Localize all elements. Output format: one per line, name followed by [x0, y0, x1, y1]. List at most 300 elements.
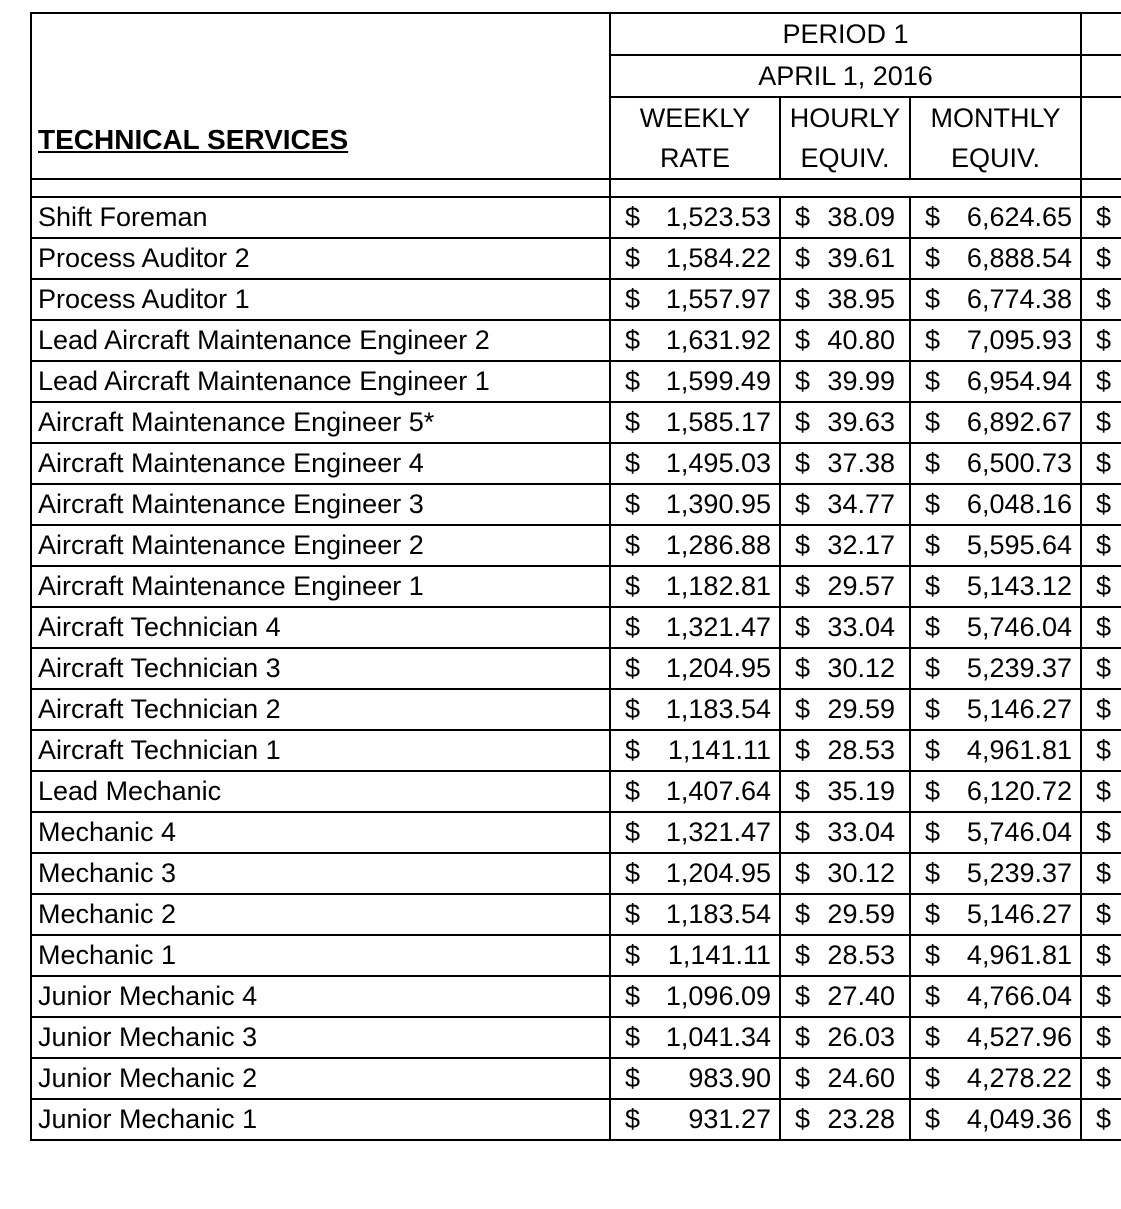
table-row — [31, 566, 1121, 607]
hourly-equiv: 38.09 — [827, 202, 895, 232]
currency-symbol: $ — [795, 325, 811, 355]
monthly-header-line2: EQUIV. — [910, 138, 1081, 179]
weekly-rate-cell — [610, 197, 780, 238]
job-title: Junior Mechanic 3 — [31, 1017, 610, 1058]
currency-symbol: $ — [625, 776, 641, 806]
next-period-cut-cell — [1081, 689, 1121, 730]
table-row — [31, 689, 1121, 730]
hourly-equiv: 34.77 — [827, 489, 895, 519]
next-period-cut-cell — [1081, 730, 1121, 771]
hourly-equiv-cell — [780, 730, 910, 771]
next-period-cut-cell — [1081, 361, 1121, 402]
job-title: Mechanic 3 — [31, 853, 610, 894]
hourly-equiv-cell — [780, 238, 910, 279]
monthly-equiv: 6,120.72 — [966, 776, 1073, 806]
weekly-rate-cell — [610, 443, 780, 484]
currency-symbol: $ — [925, 1104, 941, 1134]
table-row — [31, 361, 1121, 402]
table-row — [31, 648, 1121, 689]
job-title: Junior Mechanic 2 — [31, 1058, 610, 1099]
hourly-equiv: 33.04 — [827, 817, 895, 847]
currency-symbol: $ — [1096, 817, 1112, 847]
weekly-rate-cell — [610, 935, 780, 976]
currency-symbol: $ — [925, 325, 941, 355]
currency-symbol: $ — [625, 1063, 641, 1093]
weekly-rate: 983.90 — [688, 1063, 771, 1093]
currency-symbol: $ — [795, 284, 811, 314]
job-title: Process Auditor 2 — [31, 238, 610, 279]
currency-symbol: $ — [1096, 325, 1112, 355]
currency-symbol: $ — [625, 202, 641, 232]
job-title: Aircraft Technician 4 — [31, 607, 610, 648]
next-col-stub — [1081, 97, 1121, 138]
hourly-equiv: 29.59 — [827, 694, 895, 724]
table-row — [31, 1099, 1121, 1140]
weekly-rate-cell — [610, 238, 780, 279]
job-title: Mechanic 2 — [31, 894, 610, 935]
next-period-cut-cell — [1081, 566, 1121, 607]
hourly-equiv-cell — [780, 935, 910, 976]
currency-symbol: $ — [795, 776, 811, 806]
monthly-equiv-cell — [910, 812, 1081, 853]
job-title: Aircraft Technician 3 — [31, 648, 610, 689]
hourly-equiv-cell — [780, 607, 910, 648]
next-period-cut-cell — [1081, 853, 1121, 894]
monthly-equiv-cell — [910, 197, 1081, 238]
monthly-equiv-cell — [910, 320, 1081, 361]
next-period-cut-cell — [1081, 402, 1121, 443]
job-title: Aircraft Technician 1 — [31, 730, 610, 771]
monthly-equiv-cell — [910, 238, 1081, 279]
next-period-cut-cell — [1081, 320, 1121, 361]
job-title: Aircraft Maintenance Engineer 4 — [31, 443, 610, 484]
currency-symbol: $ — [1096, 776, 1112, 806]
table-row — [31, 443, 1121, 484]
weekly-rate-cell — [610, 689, 780, 730]
weekly-rate-cell — [610, 648, 780, 689]
next-period-cut-cell — [1081, 1058, 1121, 1099]
spacer-cell — [31, 179, 610, 197]
next-period-cut-cell — [1081, 935, 1121, 976]
currency-symbol: $ — [625, 694, 641, 724]
currency-symbol: $ — [795, 202, 811, 232]
weekly-rate: 1,557.97 — [665, 284, 771, 314]
header-spacer-row — [31, 179, 1121, 197]
monthly-equiv: 5,239.37 — [966, 858, 1073, 888]
table-row — [31, 976, 1121, 1017]
currency-symbol: $ — [795, 243, 811, 273]
monthly-equiv-cell — [910, 1058, 1081, 1099]
hourly-equiv: 29.59 — [827, 899, 895, 929]
monthly-equiv: 6,954.94 — [966, 366, 1073, 396]
weekly-rate: 1,599.49 — [665, 366, 771, 396]
weekly-rate-cell — [610, 853, 780, 894]
currency-symbol: $ — [925, 981, 941, 1011]
hourly-equiv: 33.04 — [827, 612, 895, 642]
currency-symbol: $ — [1096, 1104, 1112, 1134]
hourly-equiv-cell — [780, 689, 910, 730]
next-period-cut-cell — [1081, 525, 1121, 566]
weekly-rate: 1,141.11 — [667, 735, 771, 765]
currency-symbol: $ — [625, 571, 641, 601]
hourly-equiv: 40.80 — [827, 325, 895, 355]
hourly-equiv: 39.99 — [827, 366, 895, 396]
currency-symbol: $ — [925, 776, 941, 806]
hourly-equiv: 28.53 — [827, 735, 895, 765]
currency-symbol: $ — [925, 448, 941, 478]
hourly-equiv-cell — [780, 771, 910, 812]
weekly-rate-cell — [610, 607, 780, 648]
currency-symbol: $ — [625, 530, 641, 560]
monthly-equiv-cell — [910, 894, 1081, 935]
weekly-rate: 1,286.88 — [665, 530, 771, 560]
currency-symbol: $ — [925, 571, 941, 601]
hourly-header-line1: HOURLY — [780, 97, 910, 138]
table-row — [31, 935, 1121, 976]
weekly-rate: 1,584.22 — [665, 243, 771, 273]
table-row — [31, 812, 1121, 853]
hourly-equiv-cell — [780, 1058, 910, 1099]
currency-symbol: $ — [925, 530, 941, 560]
monthly-equiv-cell — [910, 1099, 1081, 1140]
currency-symbol: $ — [795, 448, 811, 478]
job-title: Aircraft Maintenance Engineer 1 — [31, 566, 610, 607]
hourly-equiv: 24.60 — [827, 1063, 895, 1093]
weekly-rate-cell — [610, 1099, 780, 1140]
monthly-equiv: 5,143.12 — [966, 571, 1073, 601]
weekly-rate-cell — [610, 320, 780, 361]
currency-symbol: $ — [1096, 1063, 1112, 1093]
currency-symbol: $ — [1096, 571, 1112, 601]
currency-symbol: $ — [795, 858, 811, 888]
table-row — [31, 279, 1121, 320]
table-row — [31, 484, 1121, 525]
weekly-rate-cell — [610, 976, 780, 1017]
currency-symbol: $ — [625, 981, 641, 1011]
hourly-equiv: 23.28 — [827, 1104, 895, 1134]
weekly-rate-cell — [610, 771, 780, 812]
currency-symbol: $ — [1096, 899, 1112, 929]
monthly-equiv-cell — [910, 976, 1081, 1017]
hourly-equiv-cell — [780, 812, 910, 853]
currency-symbol: $ — [625, 858, 641, 888]
currency-symbol: $ — [795, 612, 811, 642]
weekly-rate: 1,523.53 — [665, 202, 771, 232]
next-period-cut-cell — [1081, 279, 1121, 320]
hourly-equiv: 39.61 — [827, 243, 895, 273]
next-period-cut-cell — [1081, 771, 1121, 812]
currency-symbol: $ — [625, 325, 641, 355]
currency-symbol: $ — [1096, 202, 1112, 232]
currency-symbol: $ — [625, 940, 641, 970]
table-row — [31, 402, 1121, 443]
monthly-equiv: 5,746.04 — [966, 612, 1073, 642]
currency-symbol: $ — [1096, 981, 1112, 1011]
currency-symbol: $ — [795, 735, 811, 765]
weekly-rate-cell — [610, 894, 780, 935]
weekly-rate-cell — [610, 402, 780, 443]
currency-symbol: $ — [795, 366, 811, 396]
table-row — [31, 197, 1121, 238]
currency-symbol: $ — [925, 407, 941, 437]
monthly-equiv-cell — [910, 361, 1081, 402]
hourly-equiv: 26.03 — [827, 1022, 895, 1052]
hourly-equiv-cell — [780, 894, 910, 935]
weekly-rate-cell — [610, 361, 780, 402]
currency-symbol: $ — [625, 366, 641, 396]
weekly-rate: 1,631.92 — [665, 325, 771, 355]
hourly-equiv: 27.40 — [827, 981, 895, 1011]
monthly-equiv: 4,961.81 — [966, 735, 1073, 765]
hourly-header-line2: EQUIV. — [780, 138, 910, 179]
weekly-rate: 1,390.95 — [665, 489, 771, 519]
hourly-equiv-cell — [780, 1099, 910, 1140]
currency-symbol: $ — [795, 571, 811, 601]
next-period-cut-cell — [1081, 607, 1121, 648]
job-title: Process Auditor 1 — [31, 279, 610, 320]
weekly-rate-cell — [610, 484, 780, 525]
hourly-equiv-cell — [780, 525, 910, 566]
currency-symbol: $ — [625, 653, 641, 683]
monthly-equiv-cell — [910, 566, 1081, 607]
currency-symbol: $ — [795, 899, 811, 929]
section-title: TECHNICAL SERVICES — [38, 124, 349, 155]
currency-symbol: $ — [625, 448, 641, 478]
weekly-rate: 1,182.81 — [665, 571, 771, 601]
currency-symbol: $ — [795, 489, 811, 519]
hourly-equiv: 29.57 — [827, 571, 895, 601]
monthly-equiv: 4,766.04 — [966, 981, 1073, 1011]
currency-symbol: $ — [925, 1063, 941, 1093]
monthly-equiv: 5,746.04 — [966, 817, 1073, 847]
period-label: PERIOD 1 — [610, 13, 1081, 55]
currency-symbol: $ — [625, 407, 641, 437]
hourly-equiv: 37.38 — [827, 448, 895, 478]
monthly-equiv-cell — [910, 853, 1081, 894]
monthly-equiv: 4,961.81 — [966, 940, 1073, 970]
weekly-rate-cell — [610, 566, 780, 607]
monthly-equiv: 4,527.96 — [966, 1022, 1073, 1052]
hourly-equiv: 39.63 — [827, 407, 895, 437]
job-title: Lead Aircraft Maintenance Engineer 2 — [31, 320, 610, 361]
currency-symbol: $ — [1096, 653, 1112, 683]
currency-symbol: $ — [795, 817, 811, 847]
weekly-header-line2: RATE — [610, 138, 780, 179]
weekly-rate-cell — [610, 1058, 780, 1099]
next-col-stub-2 — [1081, 138, 1121, 179]
wage-table-sheet — [30, 12, 1120, 1141]
monthly-equiv-cell — [910, 279, 1081, 320]
currency-symbol: $ — [1096, 940, 1112, 970]
weekly-header-line1: WEEKLY — [610, 97, 780, 138]
currency-symbol: $ — [795, 1063, 811, 1093]
currency-symbol: $ — [625, 817, 641, 847]
table-row — [31, 525, 1121, 566]
currency-symbol: $ — [1096, 530, 1112, 560]
currency-symbol: $ — [625, 489, 641, 519]
currency-symbol: $ — [925, 817, 941, 847]
table-row — [31, 1017, 1121, 1058]
next-period-cut-cell — [1081, 648, 1121, 689]
currency-symbol: $ — [925, 202, 941, 232]
currency-symbol: $ — [925, 940, 941, 970]
table-row — [31, 320, 1121, 361]
currency-symbol: $ — [1096, 735, 1112, 765]
currency-symbol: $ — [925, 366, 941, 396]
job-title: Mechanic 1 — [31, 935, 610, 976]
table-row — [31, 894, 1121, 935]
monthly-equiv: 4,278.22 — [966, 1063, 1073, 1093]
currency-symbol: $ — [625, 1104, 641, 1134]
next-period-cut-cell — [1081, 976, 1121, 1017]
currency-symbol: $ — [795, 940, 811, 970]
currency-symbol: $ — [1096, 407, 1112, 437]
hourly-equiv: 30.12 — [827, 858, 895, 888]
next-period-cut-cell — [1081, 443, 1121, 484]
hourly-equiv-cell — [780, 853, 910, 894]
hourly-equiv: 30.12 — [827, 653, 895, 683]
weekly-rate: 1,183.54 — [665, 899, 771, 929]
currency-symbol: $ — [795, 694, 811, 724]
job-title: Aircraft Maintenance Engineer 3 — [31, 484, 610, 525]
monthly-equiv: 5,146.27 — [966, 899, 1073, 929]
monthly-header-line1: MONTHLY — [910, 97, 1081, 138]
hourly-equiv-cell — [780, 648, 910, 689]
currency-symbol: $ — [925, 735, 941, 765]
next-period-cut-cell — [1081, 197, 1121, 238]
hourly-equiv-cell — [780, 443, 910, 484]
job-title: Junior Mechanic 4 — [31, 976, 610, 1017]
currency-symbol: $ — [1096, 694, 1112, 724]
period-date: APRIL 1, 2016 — [610, 55, 1081, 97]
monthly-equiv-cell — [910, 443, 1081, 484]
currency-symbol: $ — [925, 858, 941, 888]
currency-symbol: $ — [795, 1022, 811, 1052]
table-row — [31, 1058, 1121, 1099]
currency-symbol: $ — [795, 530, 811, 560]
weekly-rate: 1,204.95 — [665, 858, 771, 888]
job-title: Aircraft Maintenance Engineer 2 — [31, 525, 610, 566]
monthly-equiv: 7,095.93 — [966, 325, 1073, 355]
currency-symbol: $ — [1096, 858, 1112, 888]
section-title-cell — [31, 13, 610, 179]
weekly-rate: 1,321.47 — [665, 612, 771, 642]
table-row — [31, 607, 1121, 648]
currency-symbol: $ — [925, 612, 941, 642]
currency-symbol: $ — [625, 284, 641, 314]
currency-symbol: $ — [795, 1104, 811, 1134]
currency-symbol: $ — [625, 735, 641, 765]
next-period-cut-cell — [1081, 812, 1121, 853]
currency-symbol: $ — [925, 1022, 941, 1052]
hourly-equiv-cell — [780, 566, 910, 607]
currency-symbol: $ — [795, 653, 811, 683]
currency-symbol: $ — [1096, 1022, 1112, 1052]
monthly-equiv-cell — [910, 525, 1081, 566]
weekly-rate: 1,204.95 — [665, 653, 771, 683]
monthly-equiv: 6,624.65 — [966, 202, 1073, 232]
weekly-rate-cell — [610, 730, 780, 771]
next-period-cut-cell — [1081, 484, 1121, 525]
hourly-equiv-cell — [780, 197, 910, 238]
hourly-equiv-cell — [780, 361, 910, 402]
weekly-rate: 1,321.47 — [665, 817, 771, 847]
monthly-equiv: 5,239.37 — [966, 653, 1073, 683]
monthly-equiv: 5,146.27 — [966, 694, 1073, 724]
monthly-equiv-cell — [910, 1017, 1081, 1058]
currency-symbol: $ — [1096, 284, 1112, 314]
currency-symbol: $ — [625, 612, 641, 642]
weekly-rate-cell — [610, 812, 780, 853]
monthly-equiv-cell — [910, 402, 1081, 443]
currency-symbol: $ — [925, 243, 941, 273]
next-period-cut-cell — [1081, 1017, 1121, 1058]
weekly-rate: 1,183.54 — [665, 694, 771, 724]
monthly-equiv-cell — [910, 689, 1081, 730]
next-date-stub — [1081, 55, 1121, 97]
monthly-equiv-cell — [910, 771, 1081, 812]
table-row — [31, 853, 1121, 894]
currency-symbol: $ — [795, 407, 811, 437]
job-title: Lead Aircraft Maintenance Engineer 1 — [31, 361, 610, 402]
hourly-equiv-cell — [780, 976, 910, 1017]
currency-symbol: $ — [795, 981, 811, 1011]
hourly-equiv-cell — [780, 1017, 910, 1058]
hourly-equiv: 28.53 — [827, 940, 895, 970]
monthly-equiv: 6,774.38 — [966, 284, 1073, 314]
hourly-equiv-cell — [780, 402, 910, 443]
hourly-equiv-cell — [780, 320, 910, 361]
weekly-rate: 1,495.03 — [665, 448, 771, 478]
monthly-equiv-cell — [910, 935, 1081, 976]
currency-symbol: $ — [1096, 489, 1112, 519]
currency-symbol: $ — [1096, 366, 1112, 396]
currency-symbol: $ — [925, 653, 941, 683]
monthly-equiv-cell — [910, 607, 1081, 648]
job-title: Shift Foreman — [31, 197, 610, 238]
job-title: Mechanic 4 — [31, 812, 610, 853]
monthly-equiv-cell — [910, 648, 1081, 689]
weekly-rate: 1,096.09 — [665, 981, 771, 1011]
next-period-stub — [1081, 13, 1121, 55]
job-title: Aircraft Technician 2 — [31, 689, 610, 730]
weekly-rate-cell — [610, 525, 780, 566]
hourly-equiv: 32.17 — [827, 530, 895, 560]
weekly-rate-cell — [610, 279, 780, 320]
spacer-cell — [1081, 179, 1121, 197]
weekly-rate-cell — [610, 1017, 780, 1058]
weekly-rate: 1,141.11 — [667, 940, 771, 970]
monthly-equiv-cell — [910, 730, 1081, 771]
spacer-cell — [610, 179, 1081, 197]
currency-symbol: $ — [625, 1022, 641, 1052]
next-period-cut-cell — [1081, 238, 1121, 279]
monthly-equiv: 5,595.64 — [966, 530, 1073, 560]
hourly-equiv: 35.19 — [827, 776, 895, 806]
currency-symbol: $ — [625, 899, 641, 929]
wage-table — [30, 12, 1121, 1141]
currency-symbol: $ — [925, 899, 941, 929]
hourly-equiv-cell — [780, 484, 910, 525]
job-title: Junior Mechanic 1 — [31, 1099, 610, 1140]
currency-symbol: $ — [1096, 448, 1112, 478]
weekly-rate: 1,041.34 — [665, 1022, 771, 1052]
monthly-equiv: 6,892.67 — [966, 407, 1073, 437]
next-period-cut-cell — [1081, 894, 1121, 935]
currency-symbol: $ — [925, 489, 941, 519]
table-row — [31, 771, 1121, 812]
weekly-rate: 931.27 — [688, 1104, 771, 1134]
